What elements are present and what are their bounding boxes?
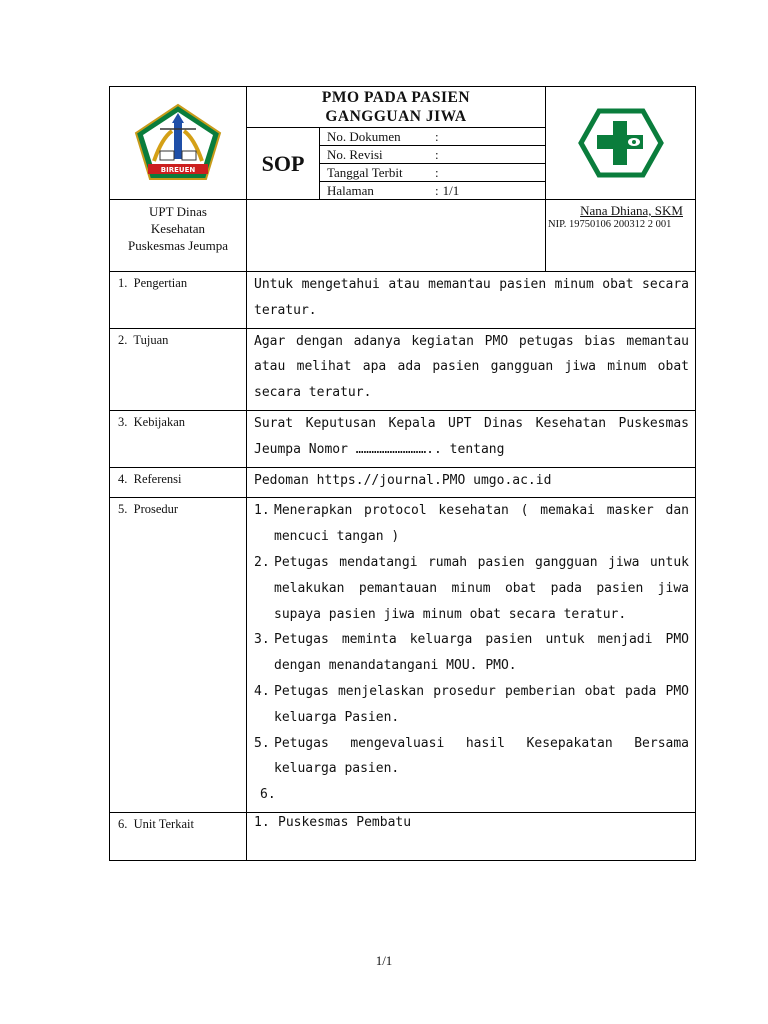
meta-sep: : bbox=[435, 128, 439, 144]
item-text: Puskesmas Pembatu bbox=[278, 814, 412, 830]
title-line-1: PMO PADA PASIEN bbox=[321, 89, 471, 106]
unit-line-1: UPT Dinas bbox=[149, 204, 207, 219]
left-logo-cell bbox=[110, 87, 247, 200]
section-row-tujuan bbox=[110, 328, 696, 410]
section-number: 4. bbox=[118, 471, 128, 486]
step-number: 6. bbox=[260, 787, 276, 803]
section-number: 1. bbox=[118, 276, 128, 290]
unit-line-3: Puskesmas Jeumpa bbox=[127, 238, 229, 253]
related-unit-list bbox=[254, 813, 689, 833]
section-content bbox=[247, 467, 696, 498]
signer-name: Nana Dhiana, SKM bbox=[580, 203, 683, 218]
meta-list bbox=[320, 128, 545, 199]
procedure-step bbox=[254, 550, 689, 627]
section-text: Surat Keputusan Kepala UPT Dinas Kesehatan Puskesmas Jeumpa Nomor ……………………….. tentang bbox=[254, 415, 689, 457]
section-label bbox=[110, 410, 247, 467]
section-text: Agar dengan adanya kegiatan PMO petugas bias memantau atau melihat apa ada pasien gangguan jiwa minum obat secara teratur. bbox=[254, 333, 689, 401]
section-content bbox=[247, 812, 696, 860]
step-number: 2. bbox=[254, 554, 270, 570]
meta-key: No. Revisi bbox=[327, 146, 383, 162]
title-cell bbox=[247, 87, 546, 200]
meta-sep: : bbox=[435, 182, 439, 198]
meta-row-tanggal-terbit bbox=[320, 164, 545, 182]
step-number: 5. bbox=[254, 735, 270, 751]
title-meta-block bbox=[247, 127, 545, 199]
step-number: 4. bbox=[254, 683, 270, 699]
section-title: Unit Terkait bbox=[133, 816, 194, 831]
unit-line-2: Kesehatan bbox=[150, 221, 206, 236]
step-text: Petugas mendatangi rumah pasien gangguan jiwa untuk melakukan pemantauan minum obat pada pasien jiwa supaya pasien jiwa minum obat secara teratur. bbox=[274, 554, 689, 622]
section-text: Pedoman https.//journal.PMO umgo.ac.id bbox=[254, 472, 552, 488]
item-number: 1. bbox=[254, 814, 270, 830]
sop-label: SOP bbox=[247, 128, 320, 199]
section-row-referensi bbox=[110, 467, 696, 498]
bireuen-regency-logo bbox=[132, 103, 224, 183]
procedure-list bbox=[254, 498, 689, 808]
page-number: 1/1 bbox=[375, 953, 393, 968]
step-number: 3. bbox=[254, 632, 270, 648]
section-title: Pengertian bbox=[133, 276, 188, 290]
procedure-step bbox=[254, 627, 689, 679]
section-number: 2. bbox=[118, 332, 128, 347]
step-text: Petugas mengevaluasi hasil Kesepakatan Bersama keluarga pasien. bbox=[274, 735, 689, 777]
section-label bbox=[110, 812, 247, 860]
title-line-2: GANGGUAN JIWA bbox=[325, 108, 467, 125]
section-row-pengertian bbox=[110, 272, 696, 329]
procedure-step bbox=[254, 782, 689, 808]
meta-sep: : bbox=[435, 164, 439, 180]
meta-key: No. Dokumen bbox=[327, 128, 401, 144]
section-label bbox=[110, 328, 247, 410]
section-row-unit-terkait bbox=[110, 812, 696, 860]
meta-key: Tanggal Terbit bbox=[327, 164, 403, 180]
step-text: Petugas meminta keluarga pasien untuk menjadi PMO dengan menandatangani MOU. PMO. bbox=[274, 632, 689, 674]
right-logo-cell bbox=[546, 87, 696, 200]
procedure-step bbox=[254, 679, 689, 731]
section-label bbox=[110, 467, 247, 498]
puskesmas-logo bbox=[577, 107, 665, 179]
section-number: 5. bbox=[118, 502, 128, 517]
signer-nip: NIP. 19750106 200312 2 001 bbox=[548, 219, 672, 230]
section-number: 6. bbox=[118, 816, 128, 831]
unit-row bbox=[110, 200, 696, 272]
section-row-prosedur bbox=[110, 498, 696, 813]
meta-key: Halaman bbox=[327, 182, 374, 198]
section-content bbox=[247, 410, 696, 467]
meta-value: 1/1 bbox=[442, 182, 460, 198]
section-label bbox=[110, 498, 247, 813]
meta-sep: : bbox=[435, 146, 439, 162]
section-title: Kebijakan bbox=[133, 414, 185, 429]
section-content bbox=[247, 272, 696, 329]
section-text: Untuk mengetahui atau memantau pasien minum obat secara teratur. bbox=[254, 277, 689, 318]
section-title: Tujuan bbox=[133, 332, 169, 347]
procedure-step bbox=[254, 498, 689, 550]
section-title: Prosedur bbox=[133, 502, 179, 517]
section-number: 3. bbox=[118, 414, 128, 429]
section-row-kebijakan bbox=[110, 410, 696, 467]
meta-row-no-dokumen bbox=[320, 128, 545, 146]
unit-blank-cell bbox=[247, 200, 546, 272]
logo-caption: BIREUEN bbox=[160, 166, 196, 174]
meta-row-no-revisi bbox=[320, 146, 545, 164]
signature-cell bbox=[546, 200, 696, 272]
section-content bbox=[247, 498, 696, 813]
section-title: Referensi bbox=[133, 471, 182, 486]
step-text: Menerapkan protocol kesehatan ( memakai masker dan mencuci tangan ) bbox=[274, 503, 689, 545]
meta-row-halaman bbox=[320, 182, 545, 199]
document-title bbox=[247, 87, 545, 127]
section-content bbox=[247, 328, 696, 410]
unit-cell bbox=[110, 200, 247, 272]
header-row bbox=[110, 87, 696, 200]
step-number: 1. bbox=[254, 503, 270, 519]
related-unit-item bbox=[254, 813, 689, 833]
sop-table bbox=[109, 86, 696, 861]
section-label bbox=[110, 272, 247, 329]
procedure-step bbox=[254, 731, 689, 783]
step-text: Petugas menjelaskan prosedur pemberian obat pada PMO keluarga Pasien. bbox=[274, 683, 689, 725]
